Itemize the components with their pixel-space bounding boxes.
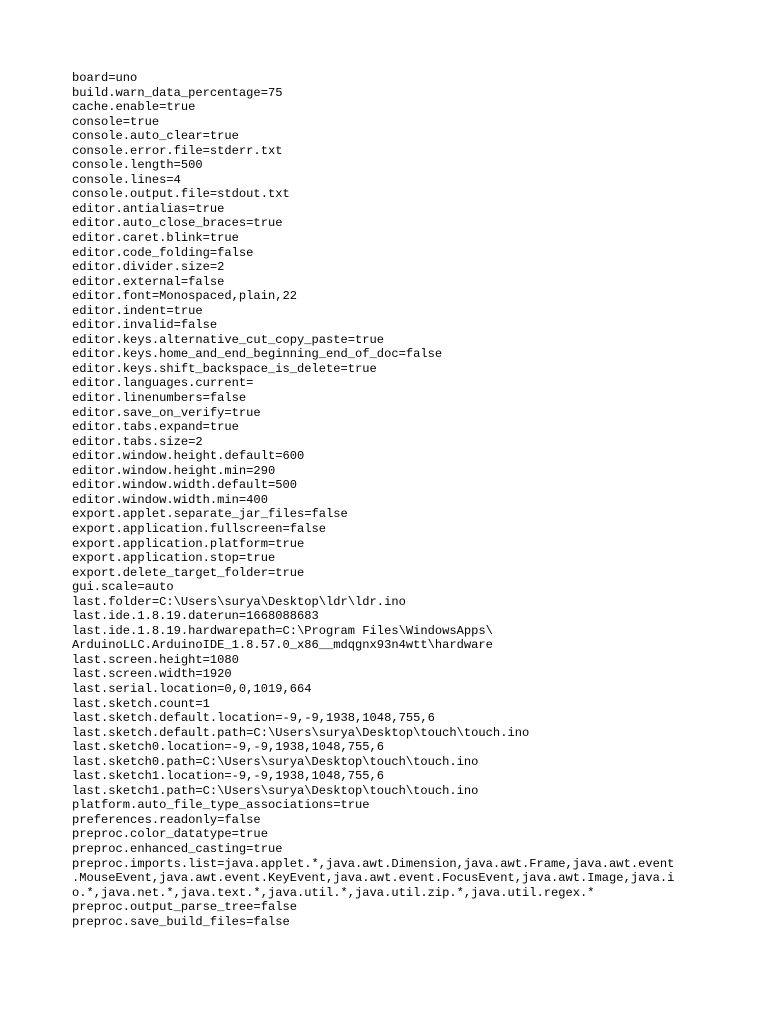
text-line: preproc.enhanced_casting=true bbox=[72, 841, 283, 856]
text-line: console.auto_clear=true bbox=[72, 129, 239, 144]
text-line: editor.font=Monospaced,plain,22 bbox=[72, 289, 297, 304]
text-line: editor.window.width.min=400 bbox=[72, 492, 268, 507]
text-line: last.sketch.default.location=-9,-9,1938,1048,755,6 bbox=[72, 711, 435, 726]
text-line: preferences.readonly=false bbox=[72, 812, 261, 827]
text-line: build.warn_data_percentage=75 bbox=[72, 85, 283, 100]
text-line: editor.external=false bbox=[72, 274, 225, 289]
text-line: last.screen.width=1920 bbox=[72, 667, 232, 682]
text-line: console.output.file=stdout.txt bbox=[72, 187, 290, 202]
text-line: ArduinoLLC.ArduinoIDE_1.8.57.0_x86__mdqgnx93n4wtt\hardware bbox=[72, 638, 493, 653]
text-line: last.folder=C:\Users\surya\Desktop\ldr\ldr.ino bbox=[72, 594, 406, 609]
text-line: editor.window.height.default=600 bbox=[72, 449, 305, 464]
text-line: last.sketch.default.path=C:\Users\surya\Desktop\touch\touch.ino bbox=[72, 725, 530, 740]
text-line: o.*,java.net.*,java.text.*,java.util.*,java.util.zip.*,java.util.regex.* bbox=[72, 885, 595, 900]
text-line: editor.indent=true bbox=[72, 303, 203, 318]
text-line: last.screen.height=1080 bbox=[72, 652, 239, 667]
text-line: cache.enable=true bbox=[72, 100, 196, 115]
text-line: console=true bbox=[72, 114, 160, 129]
text-line: editor.save_on_verify=true bbox=[72, 405, 261, 420]
text-line: editor.linenumbers=false bbox=[72, 391, 247, 406]
text-line: editor.keys.shift_backspace_is_delete=true bbox=[72, 361, 377, 376]
text-line: last.sketch.count=1 bbox=[72, 696, 210, 711]
text-line: editor.caret.blink=true bbox=[72, 231, 239, 246]
text-line: platform.auto_file_type_associations=true bbox=[72, 798, 370, 813]
text-line: console.lines=4 bbox=[72, 172, 181, 187]
text-line: last.ide.1.8.19.hardwarepath=C:\Program Files\WindowsApps\ bbox=[72, 623, 493, 638]
text-line: editor.code_folding=false bbox=[72, 245, 254, 260]
text-line: last.ide.1.8.19.daterun=1668088683 bbox=[72, 609, 319, 624]
text-line: editor.window.width.default=500 bbox=[72, 478, 297, 493]
text-line: preproc.save_build_files=false bbox=[72, 914, 290, 929]
text-line: editor.auto_close_braces=true bbox=[72, 216, 283, 231]
text-line: export.application.platform=true bbox=[72, 536, 305, 551]
text-line: editor.antialias=true bbox=[72, 201, 225, 216]
text-line: preproc.imports.list=java.applet.*,java.awt.Dimension,java.awt.Frame,java.awt.event bbox=[72, 856, 675, 871]
preferences-text bbox=[72, 71, 712, 929]
text-line: last.sketch1.path=C:\Users\surya\Desktop\touch\touch.ino bbox=[72, 783, 479, 798]
text-line: board=uno bbox=[72, 71, 138, 85]
text-line: editor.tabs.expand=true bbox=[72, 420, 239, 435]
text-line: editor.divider.size=2 bbox=[72, 260, 225, 275]
text-line: console.error.file=stderr.txt bbox=[72, 143, 283, 158]
text-line: export.application.fullscreen=false bbox=[72, 521, 327, 536]
text-line: last.sketch0.location=-9,-9,1938,1048,755,6 bbox=[72, 740, 385, 755]
text-line: .MouseEvent,java.awt.event.KeyEvent,java.awt.event.FocusEvent,java.awt.Image,java.i bbox=[72, 871, 675, 886]
text-line: editor.keys.alternative_cut_copy_paste=true bbox=[72, 332, 385, 347]
text-line: export.application.stop=true bbox=[72, 551, 276, 566]
text-line: console.length=500 bbox=[72, 158, 203, 173]
text-line: last.sketch0.path=C:\Users\surya\Desktop\touch\touch.ino bbox=[72, 754, 479, 769]
text-line: editor.invalid=false bbox=[72, 318, 218, 333]
text-line: editor.keys.home_and_end_beginning_end_of_doc=false bbox=[72, 347, 443, 362]
text-line: last.serial.location=0,0,1019,664 bbox=[72, 681, 312, 696]
text-line: editor.tabs.size=2 bbox=[72, 434, 203, 449]
text-line: editor.window.height.min=290 bbox=[72, 463, 276, 478]
text-line: last.sketch1.location=-9,-9,1938,1048,755,6 bbox=[72, 769, 385, 784]
text-line: gui.scale=auto bbox=[72, 580, 174, 595]
text-line: export.applet.separate_jar_files=false bbox=[72, 507, 348, 522]
text-line: preproc.output_parse_tree=false bbox=[72, 900, 297, 915]
text-line: export.delete_target_folder=true bbox=[72, 565, 305, 580]
text-line: preproc.color_datatype=true bbox=[72, 827, 268, 842]
text-line: editor.languages.current= bbox=[72, 376, 254, 391]
